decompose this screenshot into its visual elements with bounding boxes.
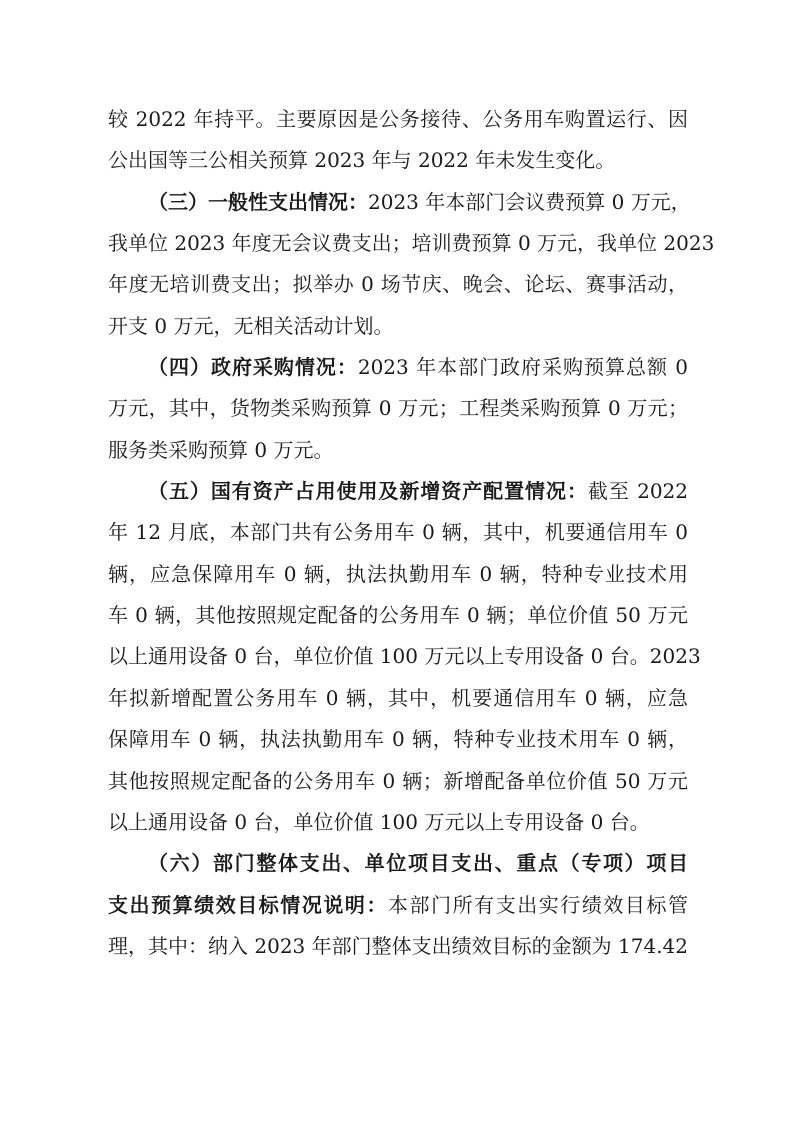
p4-line-1: [108, 471, 688, 512]
p2-line-2: [108, 223, 715, 264]
body-text: 开支 0 万元，无相关活动计划。: [108, 313, 394, 338]
p4-line-3: [108, 554, 688, 595]
body-text: 年拟新增配置公务用车 0 辆，其中，机要通信用车 0 辆，应急: [108, 685, 688, 710]
body-text: 年度无培训费支出；拟举办 0 场节庆、晚会、论坛、赛事活动，: [108, 272, 688, 297]
body-text: 以上通用设备 0 台，单位价值 100 万元以上专用设备 0 台。2023: [108, 644, 701, 669]
p4-line-6: [108, 678, 688, 719]
section-heading: （三）一般性支出情况：: [148, 189, 368, 214]
section-heading: （四）政府采购情况：: [148, 355, 358, 380]
body-text: 车 0 辆，其他按照规定配备的公务用车 0 辆；单位价值 50 万元: [108, 603, 688, 628]
body-text: 保障用车 0 辆，执法执勤用车 0 辆，特种专业技术用车 0 辆，: [108, 727, 688, 752]
body-text: 以上通用设备 0 台，单位价值 100 万元以上专用设备 0 台。: [108, 809, 650, 834]
body-text: 万元，其中，货物类采购预算 0 万元；工程类采购预算 0 万元；: [108, 396, 688, 421]
body-text: 截至 2022: [587, 479, 689, 504]
body-text: 其他按照规定配备的公务用车 0 辆；新增配备单位价值 50 万元: [108, 768, 688, 793]
body-text: 本部门所有支出实行绩效目标管: [388, 892, 688, 917]
p4-line-4: [108, 595, 688, 636]
p4-line-5: [108, 636, 701, 677]
p4-line-2: [108, 512, 688, 553]
p4-line-9: [108, 802, 688, 843]
p4-line-8: [108, 761, 688, 802]
section-heading: （五）国有资产占用使用及新增资产配置情况：: [148, 479, 588, 504]
body-text: 公出国等三公相关预算 2023 年与 2022 年未发生变化。: [108, 148, 616, 173]
body-text: 我单位 2023 年度无会议费支出；培训费预算 0 万元，我单位 2023: [108, 231, 715, 256]
body-text: 2023 年本部门政府采购预算总额 0: [357, 355, 688, 380]
p5-line-3: [108, 926, 688, 967]
body-text: 年 12 月底，本部门共有公务用车 0 辆，其中，机要通信用车 0: [108, 520, 688, 545]
body-text: 理，其中：纳入 2023 年部门整体支出绩效目标的金额为 174.42: [108, 933, 688, 958]
p3-line-2: [108, 388, 688, 429]
p3-line-3: [108, 430, 688, 471]
document-body: [108, 99, 715, 967]
body-text: 2023 年本部门会议费预算 0 万元，: [368, 189, 691, 214]
p2-line-3: [108, 264, 688, 305]
body-text: 较 2022 年持平。主要原因是公务接待、公务用车购置运行、因: [108, 107, 688, 131]
p1-line-1: [108, 99, 688, 140]
p2-line-4: [108, 306, 688, 347]
section-heading: （六）部门整体支出、单位项目支出、重点（专项）项目: [148, 851, 688, 876]
p3-line-1: [108, 347, 688, 388]
p5-line-1: [108, 843, 688, 884]
p1-line-2: [108, 140, 688, 181]
p2-line-1: [108, 182, 691, 223]
section-heading: 支出预算绩效目标情况说明：: [108, 892, 388, 917]
body-text: 辆，应急保障用车 0 辆，执法执勤用车 0 辆，特种专业技术用: [108, 561, 688, 586]
p4-line-7: [108, 719, 688, 760]
body-text: 服务类采购预算 0 万元。: [108, 437, 334, 462]
p5-line-2: [108, 885, 688, 926]
